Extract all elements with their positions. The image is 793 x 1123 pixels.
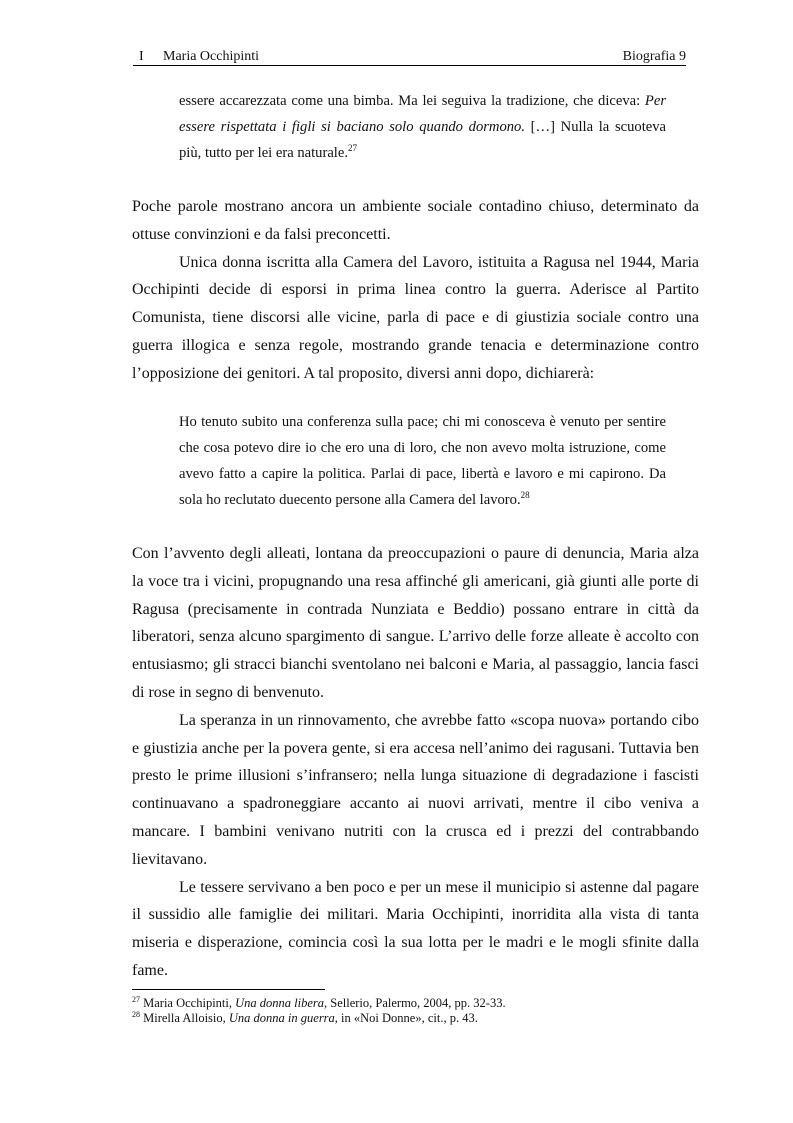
footnote-number: 27 xyxy=(132,995,140,1004)
footnote-ref-28: 28 xyxy=(520,490,530,500)
quote-1-italic: Per essere rispettata i figli si baciano solo quando dormono. xyxy=(179,93,666,135)
footnote-title: Una donna libera xyxy=(235,996,325,1010)
footnote-details: , Sellerio, Palermo, 2004, pp. 32-33. xyxy=(324,996,506,1010)
footnote-ref-27: 27 xyxy=(347,143,357,153)
chapter-number: I xyxy=(139,49,144,64)
quote-2-text: Ho tenuto subito una conferenza sulla pace; chi mi conosceva è venuto per sentire che cosa potevo dire io che ero una di loro, che non avevo molta istruzione, come avevo fatto a capire la politica. Parlai di pace, libertà e lavoro e mi capirono. Da sola ho reclutato duecento persone alla Camera del lavoro. xyxy=(179,414,666,508)
footnote-author: Maria Occhipinti, xyxy=(143,996,236,1010)
paragraph-1: Poche parole mostrano ancora un ambiente sociale contadino chiuso, determinato da ottuse convinzioni e da falsi preconcetti. xyxy=(132,198,699,243)
footnote-28 xyxy=(132,1011,692,1026)
paragraph-5: Le tessere servivano a ben poco e per un mese il municipio si astenne dal pagare il sussidio alle famiglie dei militari. Maria Occhipinti, inorridita alla vista di tanta miseria e disperazione, comincia così la sua lotta per le madri e le mogli sfinite dalla fame. xyxy=(132,878,699,979)
paragraph-3: Con l’avvento degli alleati, lontana da preoccupazioni o paure di denuncia, Maria alza la voce tra i vicini, propugnando una resa affinché gli americani, già giunti alle porte di Ragusa (precisamente in contrada Nunziata e Beddio) possano entrare in città da liberatori, senza alcuno spargimento di sangue. L’arrivo delle forze alleate è accolto con entusiasmo; gli stracci bianchi sventolano nei balconi e Maria, al passaggio, lancia fasci di rose in segno di benvenuto. xyxy=(132,545,699,701)
paragraph-4: La speranza in un rinnovamento, che avrebbe fatto «scopa nuova» portando cibo e giustizia anche per la povera gente, si era accesa nell’animo dei ragusani. Tuttavia ben presto le prime illusioni s’infransero; nella lunga situazione di degradazione i fascisti continuavano a spadroneggiare accanto ai nuovi arrivati, mentre il cibo veniva a mancare. I bambini venivano nutriti con la crusca ed i prezzi del contrabbando lievitavano. xyxy=(132,711,699,868)
chapter-name: Maria Occhipinti xyxy=(163,49,260,64)
block-quote-2 xyxy=(179,409,666,513)
footnote-details: , in «Noi Donne», cit., p. 43. xyxy=(334,1011,478,1025)
quote-1-text-end: […] Nulla la scuoteva più, tutto per lei era naturale. xyxy=(179,119,666,161)
paragraph-2: Unica donna iscritta alla Camera del Lavoro, istituita a Ragusa nel 1944, Maria Occhipinti decide di esporsi in prima linea contro la guerra. Aderisce al Partito Comunista, tiene discorsi alle vicine, parla di pace e di giustizia sociale contro una guerra illogica e senza regole, mostrando grande tenacia e determinazione contro l’opposizione dei genitori. A tal proposito, diversi anni dopo, dichiarerà: xyxy=(132,253,699,382)
section-page-number: Biografia 9 xyxy=(622,49,686,64)
footnotes xyxy=(132,996,692,1026)
body-section-2 xyxy=(132,540,699,985)
quote-1-text-start: essere accarezzata come una bimba. Ma lei seguiva la tradizione, che diceva: xyxy=(179,93,645,109)
body-section-1 xyxy=(132,193,699,388)
footnote-separator xyxy=(132,989,325,990)
footnote-author: Mirella Alloisio, xyxy=(143,1011,229,1025)
running-header xyxy=(133,49,686,66)
footnote-27 xyxy=(132,996,692,1011)
footnote-number: 28 xyxy=(132,1010,140,1019)
block-quote-1 xyxy=(179,88,666,166)
footnote-title: Una donna in guerra xyxy=(228,1011,335,1025)
